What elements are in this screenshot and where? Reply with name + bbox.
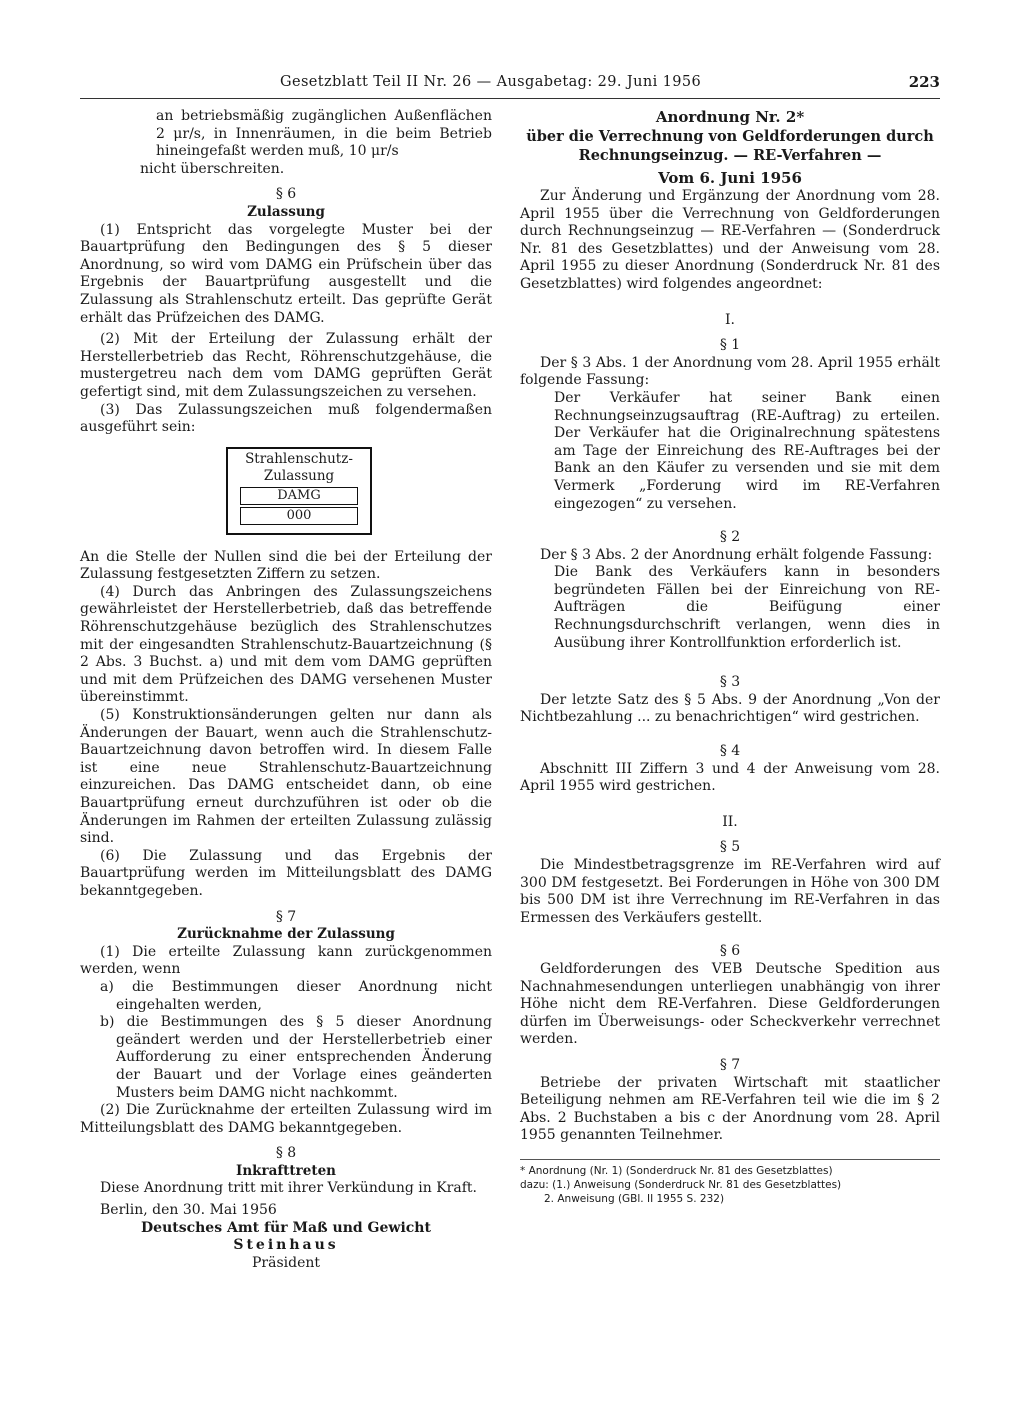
section-8-number: § 8 xyxy=(275,1145,297,1162)
r-section-5-number: § 5 xyxy=(719,839,741,856)
r-section-4-number: § 4 xyxy=(719,743,741,760)
r-section-7-number: § 7 xyxy=(719,1056,741,1073)
left-column xyxy=(80,108,492,1272)
section-6-paragraph-6: (6) Die Zulassung und das Ergebnis der Bauartprüfung werden im Mitteilungsblatt des DAMG bekanntgegeben. xyxy=(80,847,492,899)
approval-mark-stamp xyxy=(226,447,372,535)
stamp-line-1: Strahlenschutz- xyxy=(245,450,353,467)
r-section-7-text: Betriebe der privaten Wirtschaft mit staatlicher Beteiligung nehmen am RE-Verfahren teil wie die im § 2 Abs. 2 Buchstaben a bis c der Anordnung vom 28. April 1955 genannten Teilnehmer. xyxy=(520,1074,940,1144)
signature-role: Präsident xyxy=(251,1254,320,1271)
section-6-paragraph-2: (2) Mit der Erteilung der Zulassung erhält der Herstellerbetrieb das Recht, Röhrenschutzgehäuse, die mustergetreu nach dem vom DAMG geprüften Gerät gefertigt sind, mit dem Zulassungszeichen zu versehen. xyxy=(80,331,492,400)
intro-paragraph: an betriebsmäßig zugänglichen Außenflächen 2 μr/s, in Innenräumen, in die beim Betrieb hineingefaßt werden muß, 10 μr/s xyxy=(156,108,492,160)
section-6-paragraph-4: (4) Durch das Anbringen des Zulassungszeichens gewährleistet der Herstellerbetrieb, daß das betreffende Röhrenschutzgehäuse bezüglich des Strahlenschutzes mit der eingesandten Strahlenschutz-Bauartzeichnung (§ 2 Abs. 3 Buchst. a) und mit dem vom DAMG geprüften und mit dem Prüfzeichen des DAMG versehenen Muster übereinstimmt. xyxy=(80,583,492,706)
section-8-paragraph-1: Diese Anordnung tritt mit ihrer Verkündung in Kraft. xyxy=(100,1180,477,1197)
footnote-line-1: * Anordnung (Nr. 1) (Sonderdruck Nr. 81 des Gesetzblattes) xyxy=(520,1164,833,1177)
section-7-item-b: b) die Bestimmungen des § 5 dieser Anordnung geändert werden und der Herstellerbetrieb einer Aufforderung zu einer entsprechenden Änderung der Bauart und der Vorlage eines geänderten Musters beim DAMG nicht nachkommt. xyxy=(100,1014,492,1101)
r-section-3-number: § 3 xyxy=(719,674,741,691)
intro-tail: nicht überschreiten. xyxy=(140,160,285,177)
footnote xyxy=(520,1159,940,1206)
footnote-line-3: 2. Anweisung (GBl. II 1955 S. 232) xyxy=(544,1192,725,1205)
section-6-number: § 6 xyxy=(275,186,297,203)
section-7-paragraph-2: (2) Die Zurücknahme der erteilten Zulassung wird im Mitteilungsblatt des DAMG bekanntgegeben. xyxy=(80,1102,492,1136)
section-6-paragraph-1: (1) Entspricht das vorgelegte Muster bei der Bauartprüfung den Bedingungen des § 5 dieser Anordnung, so wird vom DAMG ein Prüfschein über das Ergebnis der Bauartprüfung ausgestellt und die Zulassung als Strahlenschutz erteilt. Das geprüfte Gerät erhält das Prüfzeichen des DAMG. xyxy=(80,221,492,326)
ordinance-date: Vom 6. Juni 1956 xyxy=(658,169,802,187)
r-section-2-quote: Die Bank des Verkäufers kann in besonders begründeten Fällen bei der Einreichung von RE-Aufträgen die Beifügung einer Rechnungsdurchschrift verlangen, wenn dies in Ausübung ihrer Kontrollfunktion erforderlich ist. xyxy=(554,564,940,651)
r-section-6-text: Geldforderungen des VEB Deutsche Spedition aus Nachnahmesendungen unterliegen unabhängig von ihrer Höhe nicht dem RE-Verfahren. Diese Geldforderungen dürfen im Überweisungs- oder Scheckverkehr verrechnet werden. xyxy=(520,960,940,1048)
section-6-title: Zulassung xyxy=(247,203,325,220)
signature-authority: Deutsches Amt für Maß und Gewicht xyxy=(141,1219,431,1236)
preamble: Zur Änderung und Ergänzung der Anordnung vom 28. April 1955 über die Verrechnung von Geldforderungen durch Rechnungseinzug — RE-Verfahren — (Sonderdruck Nr. 81 des Gesetzblattes) und der Anweisung vom 28. April 1955 zu dieser Anordnung (Sonderdruck Nr. 81 des Gesetzblattes) wird folgendes angeordnet: xyxy=(520,188,940,292)
signature-name: Steinhaus xyxy=(233,1237,339,1254)
running-title: Gesetzblatt Teil II Nr. 26 — Ausgabetag: 29. Juni 1956 xyxy=(280,74,702,90)
page-header xyxy=(80,74,940,99)
signature-place-date: Berlin, den 30. Mai 1956 xyxy=(100,1202,277,1219)
section-8-title: Inkrafttreten xyxy=(236,1162,336,1179)
r-section-1-quote: Der Verkäufer hat seiner Bank einen Rechnungseinzugsauftrag (RE-Auftrag) zu erteilen. Der Verkäufer hat die Originalrechnung spätestens am Tage der Einreichung des RE-Auftrages bei der Bank an den Käufer zu versenden und sie mit dem Vermerk „Forderung wird im RE-Verfahren eingezogen“ zu versehen. xyxy=(554,389,940,512)
section-6-paragraph-5: (5) Konstruktionsänderungen gelten nur dann als Änderungen der Bauart, wenn auch die Strahlenschutz-Bauartzeichnung davon betroffen wird. In diesem Falle ist eine neue Strahlenschutz-Bauartzeichnung einzureichen. Das DAMG entscheidet dann, ob eine Bauartprüfung erneut durchzuführen ist oder ob die Änderungen im Rahmen der erteilten Zulassung zulässig sind. xyxy=(80,707,492,847)
r-section-2-text: Der § 3 Abs. 2 der Anordnung erhält folgende Fassung: xyxy=(540,546,933,563)
part-2-heading: II. xyxy=(722,813,738,830)
section-7-title: Zurücknahme der Zulassung xyxy=(177,926,395,943)
section-6-paragraph-3: (3) Das Zulassungszeichen muß folgendermaßen ausgeführt sein: xyxy=(80,401,492,436)
stamp-line-2: Zulassung xyxy=(263,467,335,484)
r-section-6-number: § 6 xyxy=(719,943,741,960)
ordinance-subject: über die Verrechnung von Geldforderungen durch Rechnungseinzug. — RE-Verfahren — xyxy=(526,128,934,164)
section-7-paragraph-1: (1) Die erteilte Zulassung kann zurückgenommen werden, wenn xyxy=(80,943,492,978)
footnote-line-2: dazu: (1.) Anweisung (Sonderdruck Nr. 81 des Gesetzblattes) xyxy=(520,1178,842,1191)
section-7-item-a: a) die Bestimmungen dieser Anordnung nicht eingehalten werden, xyxy=(100,978,492,1013)
right-column xyxy=(520,108,940,1206)
r-section-4-text: Abschnitt III Ziffern 3 und 4 der Anweisung vom 28. April 1955 wird gestrichen. xyxy=(520,760,940,795)
stamp-box-number: 000 xyxy=(240,507,358,525)
ordinance-title: Anordnung Nr. 2* xyxy=(655,108,805,126)
section-6-paragraph-3b: An die Stelle der Nullen sind die bei der Erteilung der Zulassung festgesetzten Ziffern zu setzen. xyxy=(80,548,492,583)
r-section-3-text: Der letzte Satz des § 5 Abs. 9 der Anordnung „Von der Nichtbezahlung ... zu benachrichtigen“ wird gestrichen. xyxy=(520,691,940,726)
page-number: 223 xyxy=(908,73,940,91)
stamp-box-damg: DAMG xyxy=(240,487,358,505)
r-section-1-number: § 1 xyxy=(719,337,741,354)
r-section-5-text: Die Mindestbetragsgrenze im RE-Verfahren wird auf 300 DM festgesetzt. Bei Forderungen in Höhe von 300 DM bis 500 DM ist ihre Verrechnung im RE-Verfahren in das Ermessen des Verkäufers gestellt. xyxy=(520,857,940,926)
part-1-heading: I. xyxy=(725,311,735,328)
r-section-1-text: Der § 3 Abs. 1 der Anordnung vom 28. April 1955 erhält folgende Fassung: xyxy=(520,354,940,389)
section-7-number: § 7 xyxy=(275,908,297,925)
r-section-2-number: § 2 xyxy=(719,529,741,546)
